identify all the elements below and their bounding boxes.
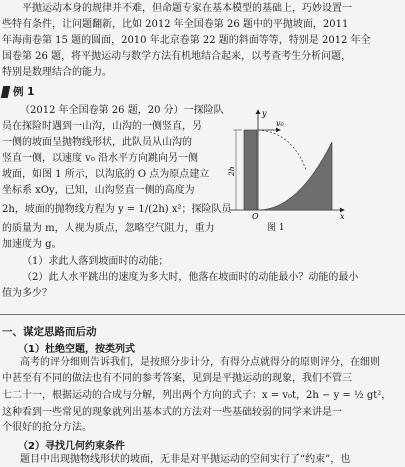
y-axis-label: y (262, 109, 267, 118)
cliff-wall (244, 130, 257, 210)
body-line: 个很好的抢分方法。 (2, 422, 92, 433)
x-axis-label: x (340, 212, 345, 221)
example-heading (2, 84, 34, 99)
problem-line: 坐标系 xOy，已知，山沟竖直一侧的高度为 (2, 185, 195, 196)
intro-line: 些特有条件，让问题翻新，比如 2012 年全国卷第 26 题中的平抛坡面，2011 (2, 19, 349, 30)
subsection-heading: （1）杜绝空题，按类列式 (18, 344, 135, 355)
section-heading: 一、谋定思路而后动 (2, 326, 97, 338)
question-line: （1）求此人落到坡面时的动能； (22, 256, 169, 267)
body-line: 题目中出现抛物线形状的坡面，无非是对平抛运动的空间实行了“约束”，也 (20, 454, 351, 465)
parabolic-slope (258, 142, 332, 210)
body-line: 七二十一，根据运动的合成与分解，列出两个方向的式子：x = v₀t，2h − y = ½ gt²， (2, 390, 392, 401)
trajectory-path (258, 130, 306, 170)
intro-line: 平抛运动本身的规律并不难，但命题专家在基本模型的基础上，巧妙设置一 (22, 3, 352, 14)
example-heading-label: 例 1 (13, 86, 35, 98)
intro-line: 年海南卷第 15 题的圆面，2010 年北京卷第 22 题的斜面等等，特别是 2012 年全 (2, 35, 371, 46)
problem-line: 加速度为 g。 (2, 239, 62, 250)
problem-line: 的质量为 m，人视为质点，忽略空气阻力，重力 (2, 223, 215, 234)
section-divider (0, 314, 405, 315)
intro-line: 国卷第 26 题，将平抛运动与数学方法有机地结合起来，以考查考生分析问题， (2, 51, 352, 62)
problem-line: 一侧的坡面呈抛物线形状，此队员从山沟的 (2, 137, 192, 148)
bookmark-icon (1, 86, 11, 98)
velocity-label: v₀ (276, 119, 284, 128)
intro-line: 特别是数理结合的能力。 (2, 67, 112, 78)
subsection-heading: （2）寻找几何约束条件 (18, 441, 125, 452)
question-line: 值为多少？ (2, 288, 52, 299)
problem-line: （2012 年全国卷第 26 题，20 分）一探险队 (20, 105, 224, 116)
origin-label: O (252, 212, 259, 221)
problem-line: 2h，坡面的抛物线方程为 y = 1/(2h) x²；探险队员 (2, 204, 232, 215)
question-line: （2）此人水平跳出的速度为多大时，他落在坡面时的动能最小？动能的最小 (22, 272, 359, 283)
height-label: 2h (227, 166, 236, 176)
body-line: 中甚至有不同的做法也有不同的参考答案，见到是平抛运动的现象，我们不管三 (2, 373, 352, 384)
problem-line: 竖直一侧，以速度 v₀ 沿水平方向跳向另一侧 (2, 153, 199, 164)
problem-line: 坡面，如图 1 所示，以沟底的 O 点为原点建立 (2, 169, 210, 180)
parabola-slope-figure (228, 106, 348, 221)
body-line: 高考的评分细则告诉我们，是按照分步计分，有得分点就得分的原则评分，在细则 (20, 357, 380, 368)
figure-caption: 图 1 (267, 223, 285, 233)
problem-line: 员在探险时遇到一山沟，山沟的一侧竖直，另 (2, 121, 202, 132)
body-line: 这种看到一些常见的现象就列出基本式的方法对一些基础较弱的同学来讲是一 (2, 407, 342, 418)
